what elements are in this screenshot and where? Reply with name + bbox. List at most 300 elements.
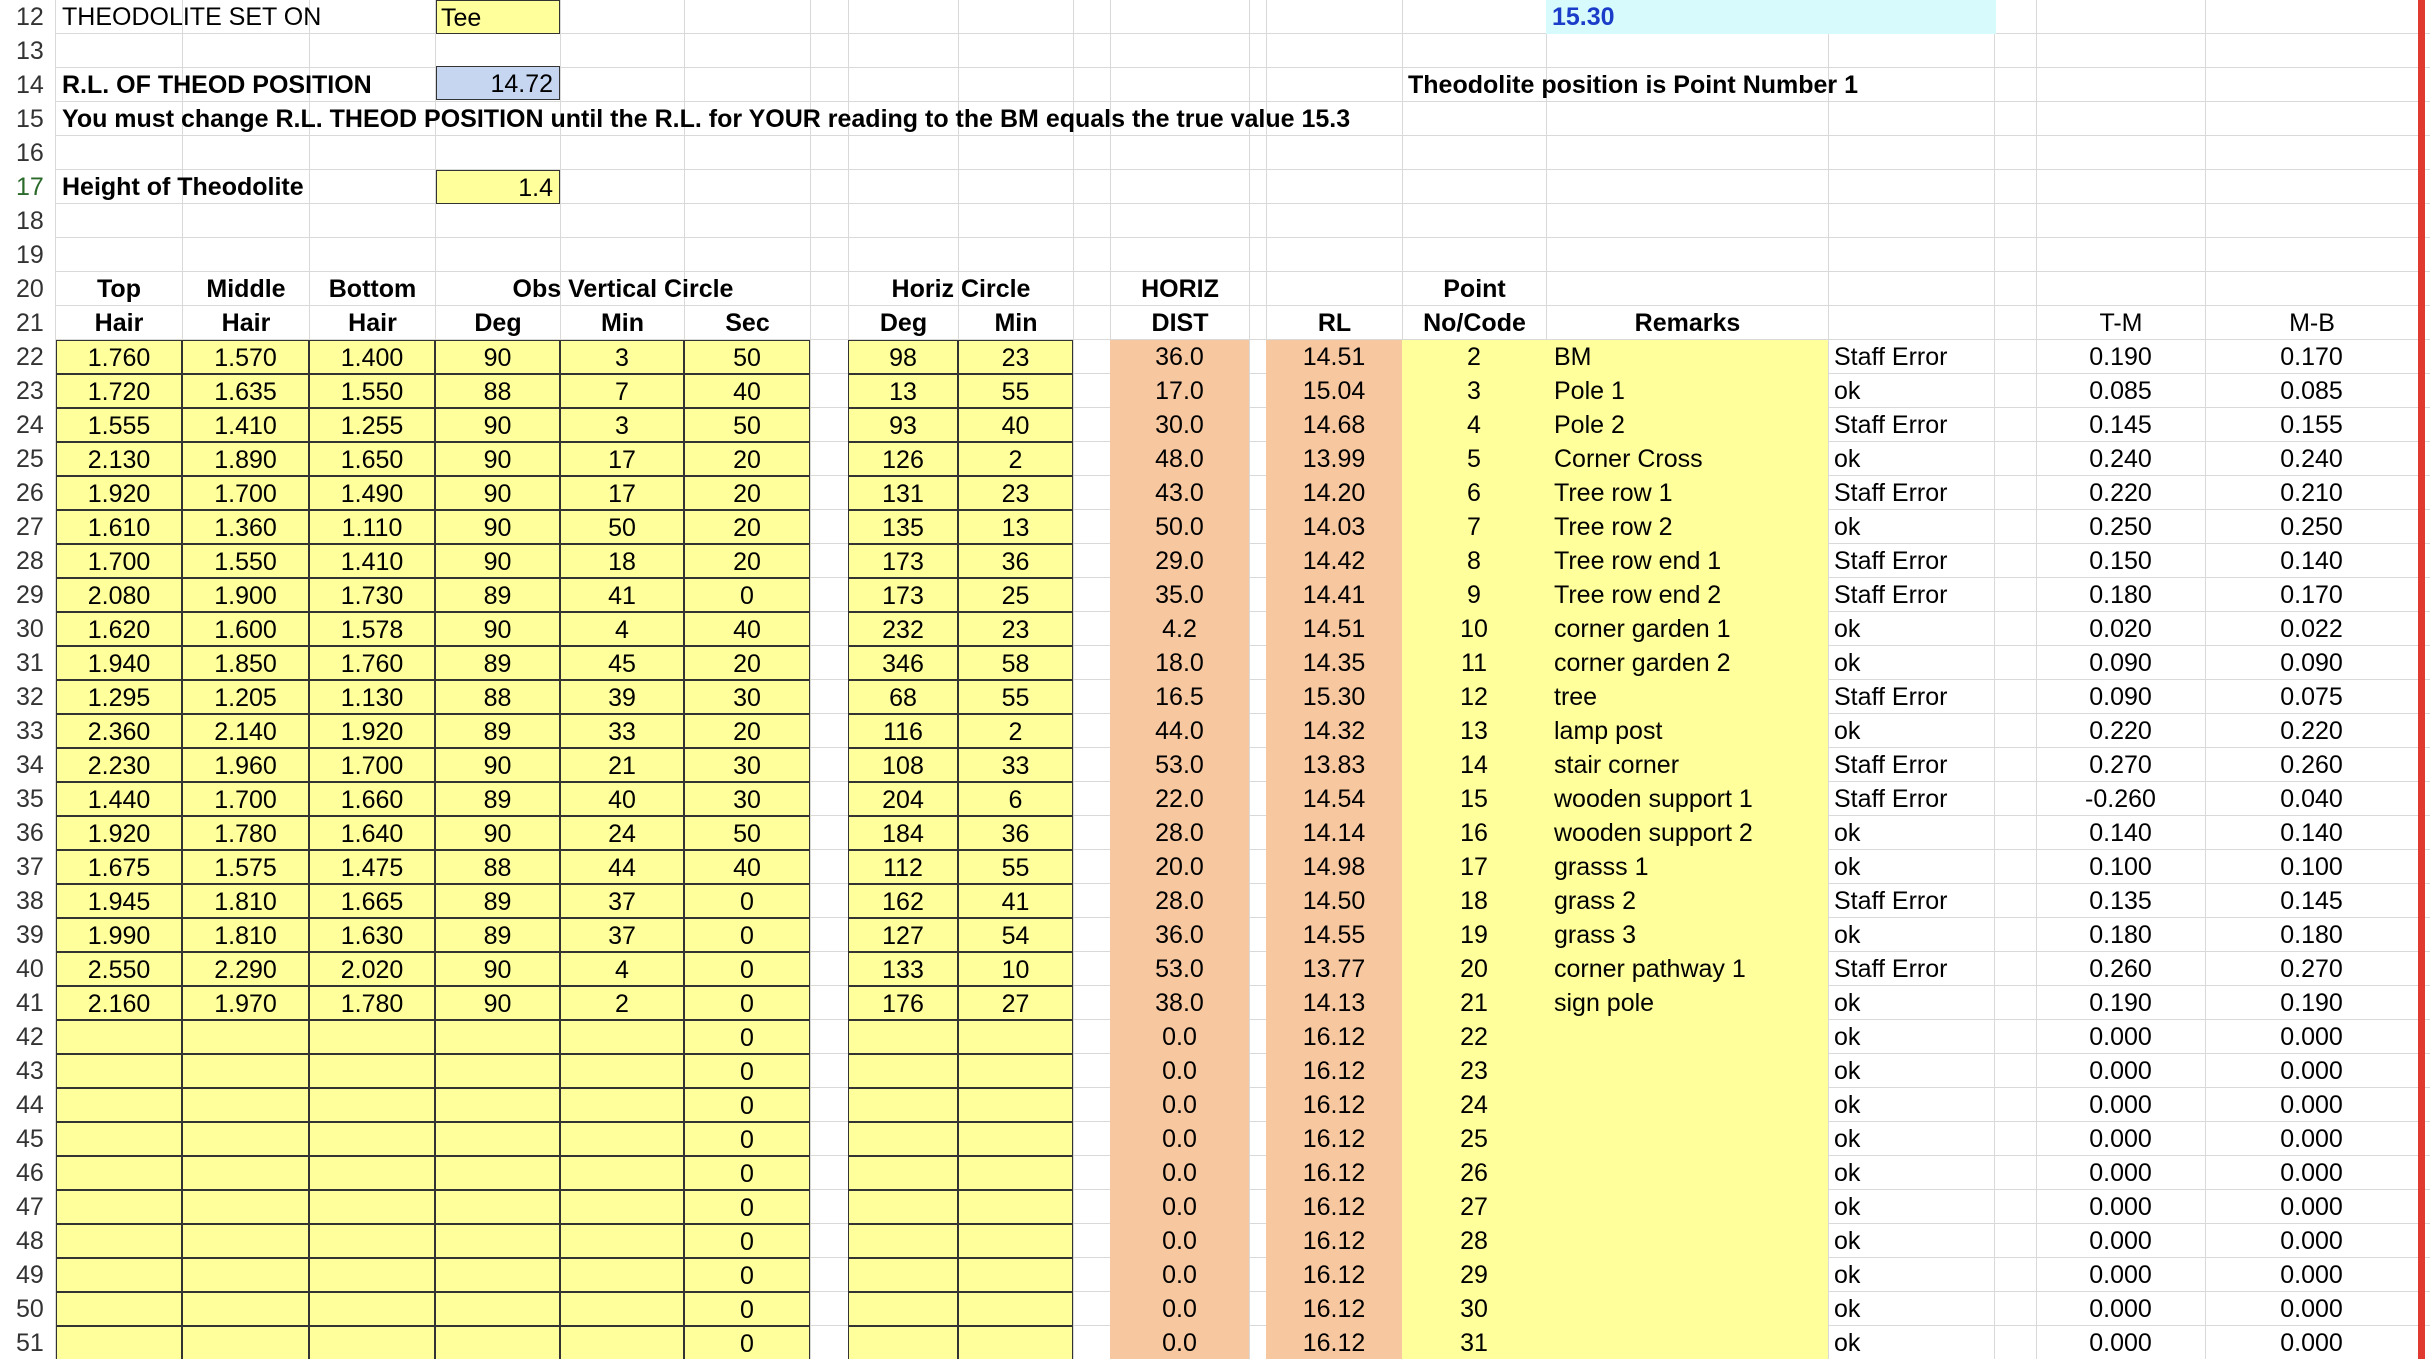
vert-sec-cell[interactable]: 30 xyxy=(684,782,810,816)
vert-sec-cell[interactable]: 0 xyxy=(684,1054,810,1088)
horiz-min-cell[interactable]: 58 xyxy=(958,646,1073,680)
top-hair-cell[interactable]: 2.080 xyxy=(56,578,182,612)
vert-min-cell[interactable] xyxy=(560,1224,684,1258)
middle-hair-cell[interactable]: 1.410 xyxy=(182,408,309,442)
top-hair-cell[interactable]: 2.550 xyxy=(56,952,182,986)
horiz-deg-cell[interactable]: 127 xyxy=(848,918,958,952)
top-hair-cell[interactable]: 1.555 xyxy=(56,408,182,442)
middle-hair-cell[interactable] xyxy=(182,1020,309,1054)
vert-sec-cell[interactable]: 50 xyxy=(684,816,810,850)
vert-deg-cell[interactable] xyxy=(435,1088,560,1122)
row-header[interactable]: 39 xyxy=(16,921,44,949)
bottom-hair-cell[interactable]: 1.660 xyxy=(309,782,435,816)
remarks-cell[interactable]: corner garden 2 xyxy=(1546,646,1828,680)
remarks-cell[interactable]: sign pole xyxy=(1546,986,1828,1020)
middle-hair-cell[interactable]: 1.780 xyxy=(182,816,309,850)
row-header[interactable]: 30 xyxy=(16,615,44,643)
vert-min-cell[interactable]: 33 xyxy=(560,714,684,748)
horiz-deg-cell[interactable] xyxy=(848,1088,958,1122)
vert-deg-cell[interactable]: 89 xyxy=(435,714,560,748)
vert-min-cell[interactable]: 50 xyxy=(560,510,684,544)
horiz-deg-cell[interactable]: 68 xyxy=(848,680,958,714)
remarks-cell[interactable] xyxy=(1546,1258,1828,1292)
remarks-cell[interactable]: wooden support 1 xyxy=(1546,782,1828,816)
horiz-min-cell[interactable]: 23 xyxy=(958,340,1073,374)
top-hair-cell[interactable]: 2.160 xyxy=(56,986,182,1020)
vert-min-cell[interactable]: 17 xyxy=(560,442,684,476)
vert-sec-cell[interactable]: 20 xyxy=(684,714,810,748)
bottom-hair-cell[interactable] xyxy=(309,1020,435,1054)
vert-min-cell[interactable]: 4 xyxy=(560,952,684,986)
vert-min-cell[interactable] xyxy=(560,1054,684,1088)
remarks-cell[interactable]: Tree row end 1 xyxy=(1546,544,1828,578)
middle-hair-cell[interactable]: 1.900 xyxy=(182,578,309,612)
horiz-min-cell[interactable]: 54 xyxy=(958,918,1073,952)
bottom-hair-cell[interactable]: 1.400 xyxy=(309,340,435,374)
middle-hair-cell[interactable] xyxy=(182,1088,309,1122)
vert-min-cell[interactable]: 4 xyxy=(560,612,684,646)
vert-sec-cell[interactable]: 0 xyxy=(684,578,810,612)
row-header[interactable]: 38 xyxy=(16,887,44,915)
row-header[interactable]: 19 xyxy=(16,241,44,269)
vert-deg-cell[interactable]: 90 xyxy=(435,476,560,510)
bottom-hair-cell[interactable]: 1.130 xyxy=(309,680,435,714)
horiz-min-cell[interactable] xyxy=(958,1326,1073,1359)
horiz-deg-cell[interactable]: 173 xyxy=(848,544,958,578)
middle-hair-cell[interactable]: 1.850 xyxy=(182,646,309,680)
top-hair-cell[interactable]: 1.610 xyxy=(56,510,182,544)
vert-deg-cell[interactable]: 88 xyxy=(435,374,560,408)
bottom-hair-cell[interactable]: 1.760 xyxy=(309,646,435,680)
horiz-min-cell[interactable] xyxy=(958,1020,1073,1054)
vert-min-cell[interactable] xyxy=(560,1020,684,1054)
bottom-hair-cell[interactable]: 1.550 xyxy=(309,374,435,408)
vert-sec-cell[interactable]: 0 xyxy=(684,1326,810,1359)
horiz-min-cell[interactable]: 6 xyxy=(958,782,1073,816)
vert-min-cell[interactable]: 37 xyxy=(560,884,684,918)
vert-min-cell[interactable]: 41 xyxy=(560,578,684,612)
bottom-hair-cell[interactable]: 1.578 xyxy=(309,612,435,646)
vert-deg-cell[interactable] xyxy=(435,1224,560,1258)
row-header[interactable]: 42 xyxy=(16,1023,44,1051)
row-header[interactable]: 17 xyxy=(16,173,44,201)
row-header[interactable]: 29 xyxy=(16,581,44,609)
horiz-min-cell[interactable]: 27 xyxy=(958,986,1073,1020)
horiz-deg-cell[interactable] xyxy=(848,1326,958,1359)
vert-deg-cell[interactable]: 89 xyxy=(435,646,560,680)
horiz-deg-cell[interactable]: 176 xyxy=(848,986,958,1020)
bottom-hair-cell[interactable]: 1.410 xyxy=(309,544,435,578)
row-header[interactable]: 35 xyxy=(16,785,44,813)
remarks-cell[interactable]: corner garden 1 xyxy=(1546,612,1828,646)
remarks-cell[interactable]: BM xyxy=(1546,340,1828,374)
vert-min-cell[interactable]: 18 xyxy=(560,544,684,578)
middle-hair-cell[interactable]: 1.360 xyxy=(182,510,309,544)
middle-hair-cell[interactable]: 1.810 xyxy=(182,918,309,952)
vert-min-cell[interactable]: 7 xyxy=(560,374,684,408)
bottom-hair-cell[interactable] xyxy=(309,1088,435,1122)
horiz-deg-cell[interactable]: 108 xyxy=(848,748,958,782)
horiz-deg-cell[interactable]: 232 xyxy=(848,612,958,646)
top-hair-cell[interactable]: 1.945 xyxy=(56,884,182,918)
vert-deg-cell[interactable]: 90 xyxy=(435,816,560,850)
vert-sec-cell[interactable]: 0 xyxy=(684,952,810,986)
vert-min-cell[interactable]: 37 xyxy=(560,918,684,952)
vert-min-cell[interactable]: 24 xyxy=(560,816,684,850)
horiz-deg-cell[interactable]: 93 xyxy=(848,408,958,442)
vert-sec-cell[interactable]: 40 xyxy=(684,612,810,646)
horiz-deg-cell[interactable] xyxy=(848,1054,958,1088)
vert-sec-cell[interactable]: 0 xyxy=(684,1088,810,1122)
remarks-cell[interactable]: stair corner xyxy=(1546,748,1828,782)
remarks-cell[interactable]: grass 2 xyxy=(1546,884,1828,918)
middle-hair-cell[interactable] xyxy=(182,1224,309,1258)
horiz-deg-cell[interactable] xyxy=(848,1224,958,1258)
row-header[interactable]: 48 xyxy=(16,1227,44,1255)
remarks-cell[interactable] xyxy=(1546,1122,1828,1156)
vert-deg-cell[interactable]: 90 xyxy=(435,442,560,476)
bottom-hair-cell[interactable] xyxy=(309,1326,435,1359)
row-header[interactable]: 26 xyxy=(16,479,44,507)
top-hair-cell[interactable]: 1.990 xyxy=(56,918,182,952)
bottom-hair-cell[interactable]: 1.920 xyxy=(309,714,435,748)
horiz-deg-cell[interactable] xyxy=(848,1020,958,1054)
middle-hair-cell[interactable]: 1.890 xyxy=(182,442,309,476)
horiz-min-cell[interactable] xyxy=(958,1224,1073,1258)
vert-deg-cell[interactable]: 90 xyxy=(435,408,560,442)
vert-min-cell[interactable]: 2 xyxy=(560,986,684,1020)
row-header[interactable]: 18 xyxy=(16,207,44,235)
row-header[interactable]: 14 xyxy=(16,71,44,99)
row-header[interactable]: 22 xyxy=(16,343,44,371)
row-header[interactable]: 20 xyxy=(16,275,44,303)
vert-min-cell[interactable] xyxy=(560,1292,684,1326)
row-header[interactable]: 32 xyxy=(16,683,44,711)
vert-sec-cell[interactable]: 0 xyxy=(684,1224,810,1258)
middle-hair-cell[interactable] xyxy=(182,1156,309,1190)
row-header[interactable]: 44 xyxy=(16,1091,44,1119)
remarks-cell[interactable] xyxy=(1546,1224,1828,1258)
middle-hair-cell[interactable] xyxy=(182,1190,309,1224)
remarks-cell[interactable]: Tree row end 2 xyxy=(1546,578,1828,612)
row-header[interactable]: 37 xyxy=(16,853,44,881)
row-header[interactable]: 12 xyxy=(16,3,44,31)
top-hair-cell[interactable]: 1.440 xyxy=(56,782,182,816)
middle-hair-cell[interactable]: 1.600 xyxy=(182,612,309,646)
bottom-hair-cell[interactable]: 1.110 xyxy=(309,510,435,544)
row-header[interactable]: 45 xyxy=(16,1125,44,1153)
top-hair-cell[interactable]: 2.230 xyxy=(56,748,182,782)
horiz-deg-cell[interactable] xyxy=(848,1156,958,1190)
bottom-hair-cell[interactable]: 1.490 xyxy=(309,476,435,510)
vert-sec-cell[interactable]: 0 xyxy=(684,1258,810,1292)
middle-hair-cell[interactable]: 1.550 xyxy=(182,544,309,578)
row-header[interactable]: 31 xyxy=(16,649,44,677)
bottom-hair-cell[interactable] xyxy=(309,1190,435,1224)
top-hair-cell[interactable]: 1.940 xyxy=(56,646,182,680)
bottom-hair-cell[interactable] xyxy=(309,1292,435,1326)
row-header[interactable]: 23 xyxy=(16,377,44,405)
horiz-deg-cell[interactable]: 184 xyxy=(848,816,958,850)
bottom-hair-cell[interactable]: 2.020 xyxy=(309,952,435,986)
bottom-hair-cell[interactable]: 1.665 xyxy=(309,884,435,918)
vert-min-cell[interactable]: 3 xyxy=(560,340,684,374)
vert-deg-cell[interactable]: 90 xyxy=(435,340,560,374)
horiz-min-cell[interactable]: 25 xyxy=(958,578,1073,612)
vert-sec-cell[interactable]: 0 xyxy=(684,884,810,918)
top-hair-cell[interactable] xyxy=(56,1326,182,1359)
vert-deg-cell[interactable] xyxy=(435,1190,560,1224)
horiz-deg-cell[interactable]: 131 xyxy=(848,476,958,510)
row-header[interactable]: 16 xyxy=(16,139,44,167)
top-hair-cell[interactable]: 1.620 xyxy=(56,612,182,646)
middle-hair-cell[interactable]: 2.140 xyxy=(182,714,309,748)
vert-sec-cell[interactable]: 20 xyxy=(684,544,810,578)
vert-min-cell[interactable]: 21 xyxy=(560,748,684,782)
horiz-deg-cell[interactable]: 116 xyxy=(848,714,958,748)
middle-hair-cell[interactable]: 1.575 xyxy=(182,850,309,884)
horiz-deg-cell[interactable]: 135 xyxy=(848,510,958,544)
row-header[interactable]: 43 xyxy=(16,1057,44,1085)
remarks-cell[interactable]: wooden support 2 xyxy=(1546,816,1828,850)
vert-deg-cell[interactable]: 89 xyxy=(435,578,560,612)
top-hair-cell[interactable] xyxy=(56,1122,182,1156)
vert-deg-cell[interactable] xyxy=(435,1054,560,1088)
vert-sec-cell[interactable]: 30 xyxy=(684,680,810,714)
horiz-min-cell[interactable] xyxy=(958,1156,1073,1190)
middle-hair-cell[interactable]: 1.635 xyxy=(182,374,309,408)
vert-sec-cell[interactable]: 30 xyxy=(684,748,810,782)
top-hair-cell[interactable]: 1.920 xyxy=(56,816,182,850)
remarks-cell[interactable]: Pole 2 xyxy=(1546,408,1828,442)
vert-min-cell[interactable] xyxy=(560,1122,684,1156)
vert-deg-cell[interactable]: 89 xyxy=(435,782,560,816)
row-header[interactable]: 25 xyxy=(16,445,44,473)
bottom-hair-cell[interactable]: 1.650 xyxy=(309,442,435,476)
middle-hair-cell[interactable]: 1.700 xyxy=(182,782,309,816)
vert-min-cell[interactable] xyxy=(560,1088,684,1122)
bottom-hair-cell[interactable]: 1.630 xyxy=(309,918,435,952)
middle-hair-cell[interactable]: 2.290 xyxy=(182,952,309,986)
horiz-min-cell[interactable] xyxy=(958,1088,1073,1122)
row-header[interactable]: 27 xyxy=(16,513,44,541)
middle-hair-cell[interactable]: 1.810 xyxy=(182,884,309,918)
top-hair-cell[interactable]: 1.700 xyxy=(56,544,182,578)
bottom-hair-cell[interactable] xyxy=(309,1258,435,1292)
horiz-deg-cell[interactable]: 133 xyxy=(848,952,958,986)
horiz-min-cell[interactable]: 23 xyxy=(958,476,1073,510)
vert-sec-cell[interactable]: 20 xyxy=(684,646,810,680)
horiz-min-cell[interactable]: 55 xyxy=(958,374,1073,408)
vert-deg-cell[interactable] xyxy=(435,1020,560,1054)
top-hair-cell[interactable] xyxy=(56,1020,182,1054)
vert-deg-cell[interactable]: 89 xyxy=(435,884,560,918)
vert-deg-cell[interactable]: 90 xyxy=(435,510,560,544)
vert-deg-cell[interactable] xyxy=(435,1122,560,1156)
horiz-min-cell[interactable]: 36 xyxy=(958,816,1073,850)
horiz-deg-cell[interactable] xyxy=(848,1122,958,1156)
bottom-hair-cell[interactable] xyxy=(309,1156,435,1190)
row-header[interactable]: 47 xyxy=(16,1193,44,1221)
vert-sec-cell[interactable]: 40 xyxy=(684,374,810,408)
middle-hair-cell[interactable]: 1.205 xyxy=(182,680,309,714)
bottom-hair-cell[interactable]: 1.730 xyxy=(309,578,435,612)
remarks-cell[interactable]: grasss 1 xyxy=(1546,850,1828,884)
top-hair-cell[interactable]: 1.920 xyxy=(56,476,182,510)
horiz-deg-cell[interactable]: 13 xyxy=(848,374,958,408)
vert-sec-cell[interactable]: 40 xyxy=(684,850,810,884)
top-hair-cell[interactable] xyxy=(56,1156,182,1190)
remarks-cell[interactable]: tree xyxy=(1546,680,1828,714)
top-hair-cell[interactable]: 2.130 xyxy=(56,442,182,476)
top-hair-cell[interactable]: 1.760 xyxy=(56,340,182,374)
middle-hair-cell[interactable]: 1.570 xyxy=(182,340,309,374)
remarks-cell[interactable]: Tree row 2 xyxy=(1546,510,1828,544)
horiz-min-cell[interactable] xyxy=(958,1258,1073,1292)
horiz-min-cell[interactable]: 40 xyxy=(958,408,1073,442)
vert-min-cell[interactable] xyxy=(560,1258,684,1292)
horiz-min-cell[interactable]: 13 xyxy=(958,510,1073,544)
top-hair-cell[interactable] xyxy=(56,1224,182,1258)
remarks-cell[interactable] xyxy=(1546,1054,1828,1088)
vert-deg-cell[interactable]: 88 xyxy=(435,680,560,714)
vert-deg-cell[interactable]: 90 xyxy=(435,748,560,782)
top-hair-cell[interactable] xyxy=(56,1054,182,1088)
horiz-deg-cell[interactable] xyxy=(848,1190,958,1224)
bottom-hair-cell[interactable]: 1.700 xyxy=(309,748,435,782)
bottom-hair-cell[interactable] xyxy=(309,1054,435,1088)
top-hair-cell[interactable] xyxy=(56,1190,182,1224)
top-hair-cell[interactable]: 2.360 xyxy=(56,714,182,748)
remarks-cell[interactable]: lamp post xyxy=(1546,714,1828,748)
row-header[interactable]: 40 xyxy=(16,955,44,983)
horiz-min-cell[interactable] xyxy=(958,1190,1073,1224)
row-header[interactable]: 33 xyxy=(16,717,44,745)
remarks-cell[interactable] xyxy=(1546,1088,1828,1122)
vert-deg-cell[interactable] xyxy=(435,1156,560,1190)
horiz-min-cell[interactable]: 41 xyxy=(958,884,1073,918)
remarks-cell[interactable] xyxy=(1546,1292,1828,1326)
horiz-deg-cell[interactable] xyxy=(848,1258,958,1292)
vert-deg-cell[interactable]: 89 xyxy=(435,918,560,952)
middle-hair-cell[interactable] xyxy=(182,1258,309,1292)
vert-deg-cell[interactable] xyxy=(435,1258,560,1292)
row-header[interactable]: 51 xyxy=(16,1329,44,1357)
row-header[interactable]: 15 xyxy=(16,105,44,133)
vert-sec-cell[interactable]: 0 xyxy=(684,1190,810,1224)
theodolite-set-on-input[interactable]: Tee xyxy=(436,0,560,34)
horiz-min-cell[interactable]: 36 xyxy=(958,544,1073,578)
vert-sec-cell[interactable]: 0 xyxy=(684,1020,810,1054)
top-hair-cell[interactable] xyxy=(56,1258,182,1292)
row-header[interactable]: 46 xyxy=(16,1159,44,1187)
vert-sec-cell[interactable]: 0 xyxy=(684,1156,810,1190)
horiz-deg-cell[interactable]: 126 xyxy=(848,442,958,476)
bottom-hair-cell[interactable]: 1.475 xyxy=(309,850,435,884)
remarks-cell[interactable] xyxy=(1546,1190,1828,1224)
vert-sec-cell[interactable]: 20 xyxy=(684,442,810,476)
horiz-min-cell[interactable]: 10 xyxy=(958,952,1073,986)
remarks-cell[interactable]: corner pathway 1 xyxy=(1546,952,1828,986)
vert-min-cell[interactable]: 39 xyxy=(560,680,684,714)
horiz-deg-cell[interactable]: 346 xyxy=(848,646,958,680)
horiz-deg-cell[interactable]: 98 xyxy=(848,340,958,374)
middle-hair-cell[interactable]: 1.970 xyxy=(182,986,309,1020)
vert-min-cell[interactable]: 44 xyxy=(560,850,684,884)
vert-min-cell[interactable]: 45 xyxy=(560,646,684,680)
row-header[interactable]: 13 xyxy=(16,37,44,65)
vert-deg-cell[interactable] xyxy=(435,1326,560,1359)
vert-sec-cell[interactable]: 0 xyxy=(684,1292,810,1326)
row-header[interactable]: 24 xyxy=(16,411,44,439)
row-header[interactable]: 41 xyxy=(16,989,44,1017)
horiz-min-cell[interactable]: 2 xyxy=(958,714,1073,748)
top-hair-cell[interactable]: 1.295 xyxy=(56,680,182,714)
remarks-cell[interactable]: grass 3 xyxy=(1546,918,1828,952)
horiz-deg-cell[interactable]: 112 xyxy=(848,850,958,884)
vert-sec-cell[interactable]: 20 xyxy=(684,476,810,510)
vert-sec-cell[interactable]: 20 xyxy=(684,510,810,544)
middle-hair-cell[interactable]: 1.960 xyxy=(182,748,309,782)
horiz-deg-cell[interactable]: 204 xyxy=(848,782,958,816)
vert-sec-cell[interactable]: 50 xyxy=(684,340,810,374)
vert-sec-cell[interactable]: 0 xyxy=(684,986,810,1020)
vert-min-cell[interactable] xyxy=(560,1156,684,1190)
top-hair-cell[interactable] xyxy=(56,1292,182,1326)
row-header[interactable]: 49 xyxy=(16,1261,44,1289)
middle-hair-cell[interactable]: 1.700 xyxy=(182,476,309,510)
vert-sec-cell[interactable]: 0 xyxy=(684,918,810,952)
middle-hair-cell[interactable] xyxy=(182,1054,309,1088)
vert-min-cell[interactable]: 40 xyxy=(560,782,684,816)
remarks-cell[interactable] xyxy=(1546,1156,1828,1190)
vert-deg-cell[interactable]: 90 xyxy=(435,544,560,578)
vert-deg-cell[interactable]: 90 xyxy=(435,986,560,1020)
vert-deg-cell[interactable]: 90 xyxy=(435,952,560,986)
horiz-min-cell[interactable]: 2 xyxy=(958,442,1073,476)
top-hair-cell[interactable] xyxy=(56,1088,182,1122)
middle-hair-cell[interactable] xyxy=(182,1292,309,1326)
rl-theod-input[interactable]: 14.72 xyxy=(436,66,560,100)
bottom-hair-cell[interactable] xyxy=(309,1224,435,1258)
height-theodolite-input[interactable]: 1.4 xyxy=(436,170,560,204)
horiz-min-cell[interactable]: 33 xyxy=(958,748,1073,782)
vert-min-cell[interactable] xyxy=(560,1326,684,1359)
top-hair-cell[interactable]: 1.720 xyxy=(56,374,182,408)
vert-deg-cell[interactable]: 90 xyxy=(435,612,560,646)
row-header[interactable]: 21 xyxy=(16,309,44,337)
vert-sec-cell[interactable]: 50 xyxy=(684,408,810,442)
row-header[interactable]: 28 xyxy=(16,547,44,575)
row-header[interactable]: 50 xyxy=(16,1295,44,1323)
vert-deg-cell[interactable] xyxy=(435,1292,560,1326)
remarks-cell[interactable]: Pole 1 xyxy=(1546,374,1828,408)
row-header[interactable]: 36 xyxy=(16,819,44,847)
vert-min-cell[interactable] xyxy=(560,1190,684,1224)
vert-sec-cell[interactable]: 0 xyxy=(684,1122,810,1156)
vert-min-cell[interactable]: 17 xyxy=(560,476,684,510)
horiz-deg-cell[interactable]: 162 xyxy=(848,884,958,918)
vert-deg-cell[interactable]: 88 xyxy=(435,850,560,884)
remarks-cell[interactable]: Corner Cross xyxy=(1546,442,1828,476)
row-header[interactable]: 34 xyxy=(16,751,44,779)
remarks-cell[interactable] xyxy=(1546,1326,1828,1359)
middle-hair-cell[interactable] xyxy=(182,1326,309,1359)
horiz-deg-cell[interactable]: 173 xyxy=(848,578,958,612)
horiz-min-cell[interactable]: 23 xyxy=(958,612,1073,646)
bottom-hair-cell[interactable]: 1.255 xyxy=(309,408,435,442)
remarks-cell[interactable] xyxy=(1546,1020,1828,1054)
